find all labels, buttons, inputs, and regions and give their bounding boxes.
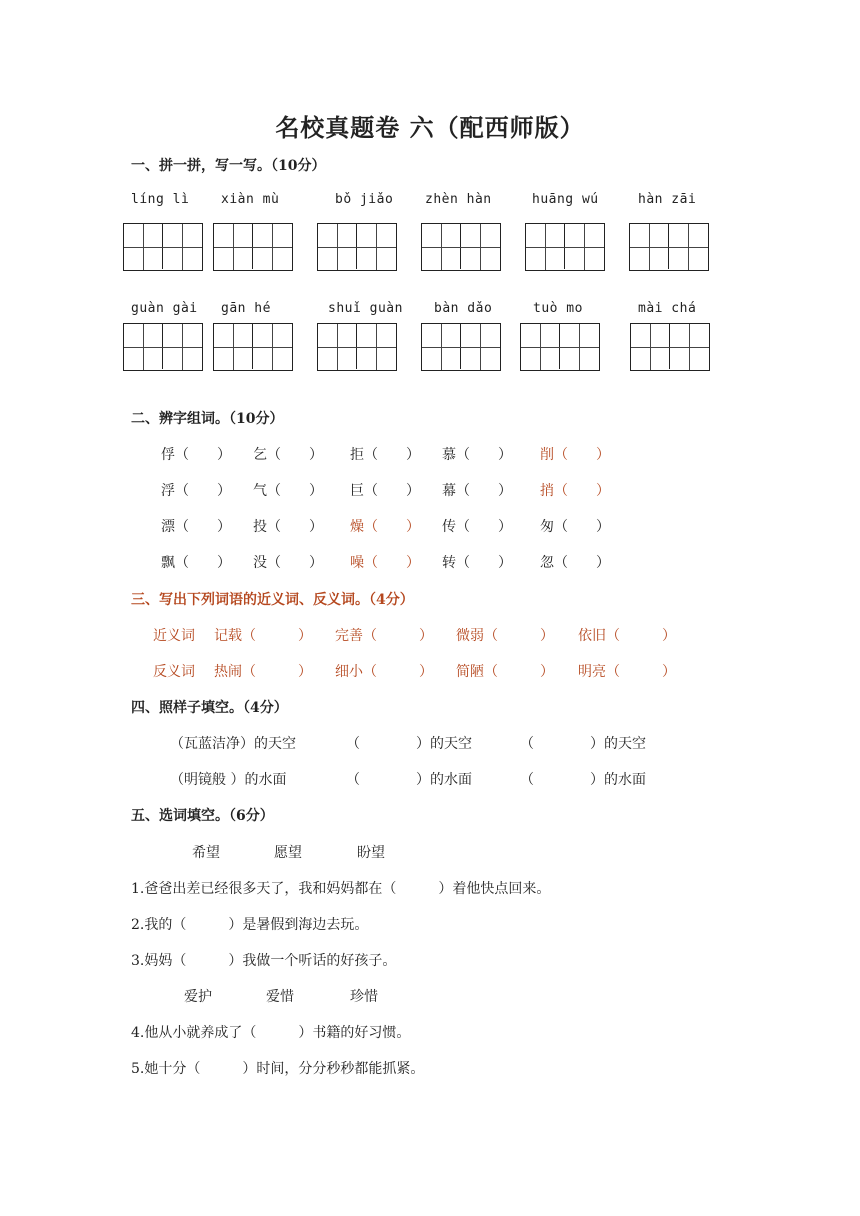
synonym-blank[interactable]: 依旧（ ） xyxy=(578,628,676,644)
pinyin-label: shuǐ guàn xyxy=(328,301,403,316)
word-blank[interactable]: 投（ ） xyxy=(253,519,323,535)
pinyin-label: bǒ jiǎo xyxy=(335,192,394,207)
word-blank[interactable]: 削（ ） xyxy=(540,447,610,463)
pinyin-label: gān hé xyxy=(221,301,271,316)
word-choice: 希望 xyxy=(192,845,220,861)
word-blank[interactable]: 噪（ ） xyxy=(350,555,420,571)
phrase-blank[interactable]: （ ）的天空 xyxy=(346,736,472,752)
writing-grid[interactable] xyxy=(421,323,501,371)
writing-grid[interactable] xyxy=(317,223,397,271)
example-phrase: （明镜般 ）的水面 xyxy=(170,772,287,788)
word-blank[interactable]: 漂（ ） xyxy=(161,519,231,535)
antonym-label: 反义词 xyxy=(153,664,195,680)
antonym-blank[interactable]: 热闹（ ） xyxy=(214,664,312,680)
word-blank[interactable]: 匆（ ） xyxy=(540,519,610,535)
word-choice: 盼望 xyxy=(357,845,385,861)
word-blank[interactable]: 忽（ ） xyxy=(540,555,610,571)
word-choice: 珍惜 xyxy=(350,989,378,1005)
word-blank[interactable]: 没（ ） xyxy=(253,555,323,571)
section-2-heading: 二、辨字组词。（10分） xyxy=(131,411,284,427)
word-choice: 爱惜 xyxy=(266,989,294,1005)
writing-grid[interactable] xyxy=(421,223,501,271)
writing-grid[interactable] xyxy=(213,223,293,271)
writing-grid[interactable] xyxy=(629,223,709,271)
synonym-blank[interactable]: 记载（ ） xyxy=(214,628,312,644)
pinyin-label: zhèn hàn xyxy=(425,192,492,207)
question-3[interactable]: 3.妈妈（ ）我做一个听话的好孩子。 xyxy=(131,953,397,969)
phrase-blank[interactable]: （ ）的水面 xyxy=(520,772,646,788)
pinyin-label: líng lì xyxy=(131,192,190,207)
example-phrase: （瓦蓝洁净）的天空 xyxy=(170,736,296,752)
synonym-label: 近义词 xyxy=(153,628,195,644)
pinyin-label: mài chá xyxy=(638,301,697,316)
writing-grid[interactable] xyxy=(213,323,293,371)
writing-grid[interactable] xyxy=(123,223,203,271)
phrase-blank[interactable]: （ ）的天空 xyxy=(520,736,646,752)
writing-grid[interactable] xyxy=(630,323,710,371)
word-blank[interactable]: 气（ ） xyxy=(253,483,323,499)
word-choice: 爱护 xyxy=(184,989,212,1005)
question-5[interactable]: 5.她十分（ ）时间，分分秒秒都能抓紧。 xyxy=(131,1061,425,1077)
word-blank[interactable]: 幕（ ） xyxy=(442,483,512,499)
section-3-heading: 三、写出下列词语的近义词、反义词。（4分） xyxy=(131,592,414,608)
pinyin-label: tuò mo xyxy=(533,301,583,316)
question-4[interactable]: 4.他从小就养成了（ ）书籍的好习惯。 xyxy=(131,1025,411,1041)
word-blank[interactable]: 巨（ ） xyxy=(350,483,420,499)
writing-grid[interactable] xyxy=(525,223,605,271)
pinyin-label: hàn zāi xyxy=(638,192,697,207)
question-1[interactable]: 1.爸爸出差已经很多天了，我和妈妈都在（ ）着他快点回来。 xyxy=(131,881,551,897)
word-blank[interactable]: 飘（ ） xyxy=(161,555,231,571)
writing-grid[interactable] xyxy=(317,323,397,371)
word-blank[interactable]: 浮（ ） xyxy=(161,483,231,499)
word-blank[interactable]: 捎（ ） xyxy=(540,483,610,499)
phrase-blank[interactable]: （ ）的水面 xyxy=(346,772,472,788)
page-title: 名校真题卷 六（配西师版） xyxy=(275,113,585,142)
section-1-heading: 一、拼一拼，写一写。（10分） xyxy=(131,158,326,174)
word-choice: 愿望 xyxy=(274,845,302,861)
word-blank[interactable]: 转（ ） xyxy=(442,555,512,571)
pinyin-label: xiàn mù xyxy=(221,192,280,207)
word-blank[interactable]: 乞（ ） xyxy=(253,447,323,463)
word-blank[interactable]: 拒（ ） xyxy=(350,447,420,463)
word-blank[interactable]: 慕（ ） xyxy=(442,447,512,463)
synonym-blank[interactable]: 微弱（ ） xyxy=(456,628,554,644)
word-blank[interactable]: 燥（ ） xyxy=(350,519,420,535)
pinyin-label: huāng wú xyxy=(532,192,599,207)
antonym-blank[interactable]: 简陋（ ） xyxy=(456,664,554,680)
section-5-heading: 五、选词填空。（6分） xyxy=(131,808,274,824)
writing-grid[interactable] xyxy=(123,323,203,371)
synonym-blank[interactable]: 完善（ ） xyxy=(335,628,433,644)
antonym-blank[interactable]: 明亮（ ） xyxy=(578,664,676,680)
pinyin-label: bàn dǎo xyxy=(434,301,493,316)
section-4-heading: 四、照样子填空。（4分） xyxy=(131,700,288,716)
question-2[interactable]: 2.我的（ ）是暑假到海边去玩。 xyxy=(131,917,369,933)
word-blank[interactable]: 传（ ） xyxy=(442,519,512,535)
pinyin-label: guàn gài xyxy=(131,301,198,316)
writing-grid[interactable] xyxy=(520,323,600,371)
antonym-blank[interactable]: 细小（ ） xyxy=(335,664,433,680)
word-blank[interactable]: 俘（ ） xyxy=(161,447,231,463)
